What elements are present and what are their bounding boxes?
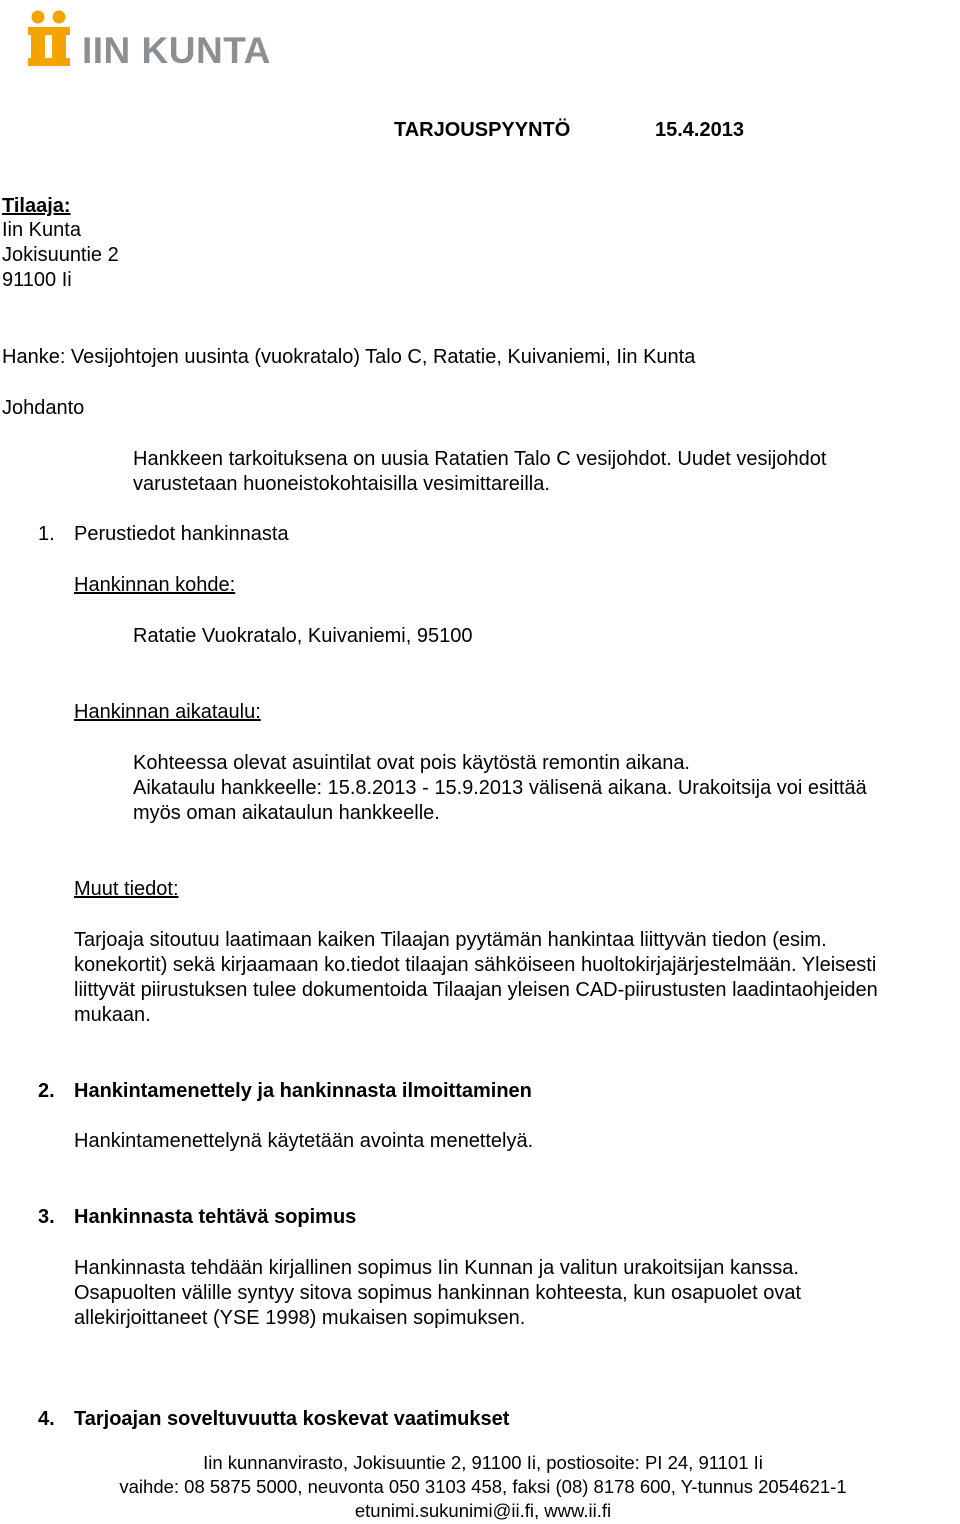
schedule-line-3: myös oman aikataulun hankkeelle. bbox=[133, 802, 440, 824]
logo-text: IIN KUNTA bbox=[82, 30, 271, 71]
logo bbox=[28, 10, 76, 70]
section-3-line-1: Hankinnasta tehdään kirjallinen sopimus Iin Kunnan ja valitun urakoitsijan kanssa. bbox=[74, 1257, 799, 1279]
client-street: Jokisuuntie 2 bbox=[2, 244, 119, 266]
other-info-line-1: Tarjoaja sitoutuu laatimaan kaiken Tilaajan pyytämän hankintaa liittyvän tiedon (esim. bbox=[74, 929, 827, 951]
subject-label: Hankinnan kohde: bbox=[74, 574, 236, 596]
schedule-label: Hankinnan aikataulu: bbox=[74, 701, 261, 723]
section-2-title: Hankintamenettely ja hankinnasta ilmoittaminen bbox=[74, 1080, 532, 1102]
client-postcode: 91100 Ii bbox=[2, 269, 72, 291]
intro-heading: Johdanto bbox=[2, 397, 85, 419]
document-title: TARJOUSPYYNTÖ bbox=[394, 119, 571, 141]
section-2-text: Hankintamenettelynä käytetään avointa menettelyä. bbox=[74, 1130, 534, 1152]
section-4-number: 4. bbox=[38, 1408, 55, 1430]
footer-address: Iin kunnanvirasto, Jokisuuntie 2, 91100 Ii, postiosoite: PI 24, 91101 Ii bbox=[203, 1452, 763, 1473]
other-info-line-2: konekortit) sekä kirjaamaan ko.tiedot tilaajan sähköiseen huoltokirjajärjestelmään. Yleisesti bbox=[74, 954, 877, 976]
section-4-title: Tarjoajan soveltuvuutta koskevat vaatimukset bbox=[74, 1408, 510, 1430]
subject-value: Ratatie Vuokratalo, Kuivaniemi, 95100 bbox=[133, 625, 473, 647]
schedule-line-2: Aikataulu hankkeelle: 15.8.2013 - 15.9.2013 välisenä aikana. Urakoitsija voi esittää bbox=[133, 777, 867, 799]
other-info-label: Muut tiedot: bbox=[74, 878, 179, 900]
document-date: 15.4.2013 bbox=[655, 119, 744, 141]
section-2-number: 2. bbox=[38, 1080, 55, 1102]
section-3-title: Hankinnasta tehtävä sopimus bbox=[74, 1206, 357, 1228]
section-3-number: 3. bbox=[38, 1206, 55, 1228]
intro-line-1: Hankkeen tarkoituksena on uusia Ratatien Talo C vesijohdot. Uudet vesijohdot bbox=[133, 448, 827, 470]
other-info-line-4: mukaan. bbox=[74, 1004, 151, 1026]
other-info-line-3: liittyvät piirustuksen tulee dokumentoida Tilaajan yleisen CAD-piirustusten laadintaohjeiden bbox=[74, 979, 878, 1001]
intro-line-2: varustetaan huoneistokohtaisilla vesimittareilla. bbox=[133, 473, 550, 495]
section-1-title: Perustiedot hankinnasta bbox=[74, 523, 289, 545]
footer-email-web: etunimi.sukunimi@ii.fi, www.ii.fi bbox=[354, 1500, 612, 1521]
schedule-line-1: Kohteessa olevat asuintilat ovat pois käytöstä remontin aikana. bbox=[133, 752, 690, 774]
person-logo-icon bbox=[28, 10, 76, 68]
footer-phone: vaihde: 08 5875 5000, neuvonta 050 3103 458, faksi (08) 8178 600, Y-tunnus 2054621-1 bbox=[119, 1476, 847, 1497]
client-label: Tilaaja: bbox=[2, 195, 71, 217]
section-3-line-2: Osapuolten välille syntyy sitova sopimus hankinnan kohteesta, kun osapuolet ovat bbox=[74, 1282, 802, 1304]
section-3-line-3: allekirjoittaneet (YSE 1998) mukaisen sopimuksen. bbox=[74, 1307, 526, 1329]
client-name: Iin Kunta bbox=[2, 219, 81, 241]
project-line: Hanke: Vesijohtojen uusinta (vuokratalo) Talo C, Ratatie, Kuivaniemi, Iin Kunta bbox=[2, 346, 696, 368]
section-1-number: 1. bbox=[38, 523, 55, 545]
